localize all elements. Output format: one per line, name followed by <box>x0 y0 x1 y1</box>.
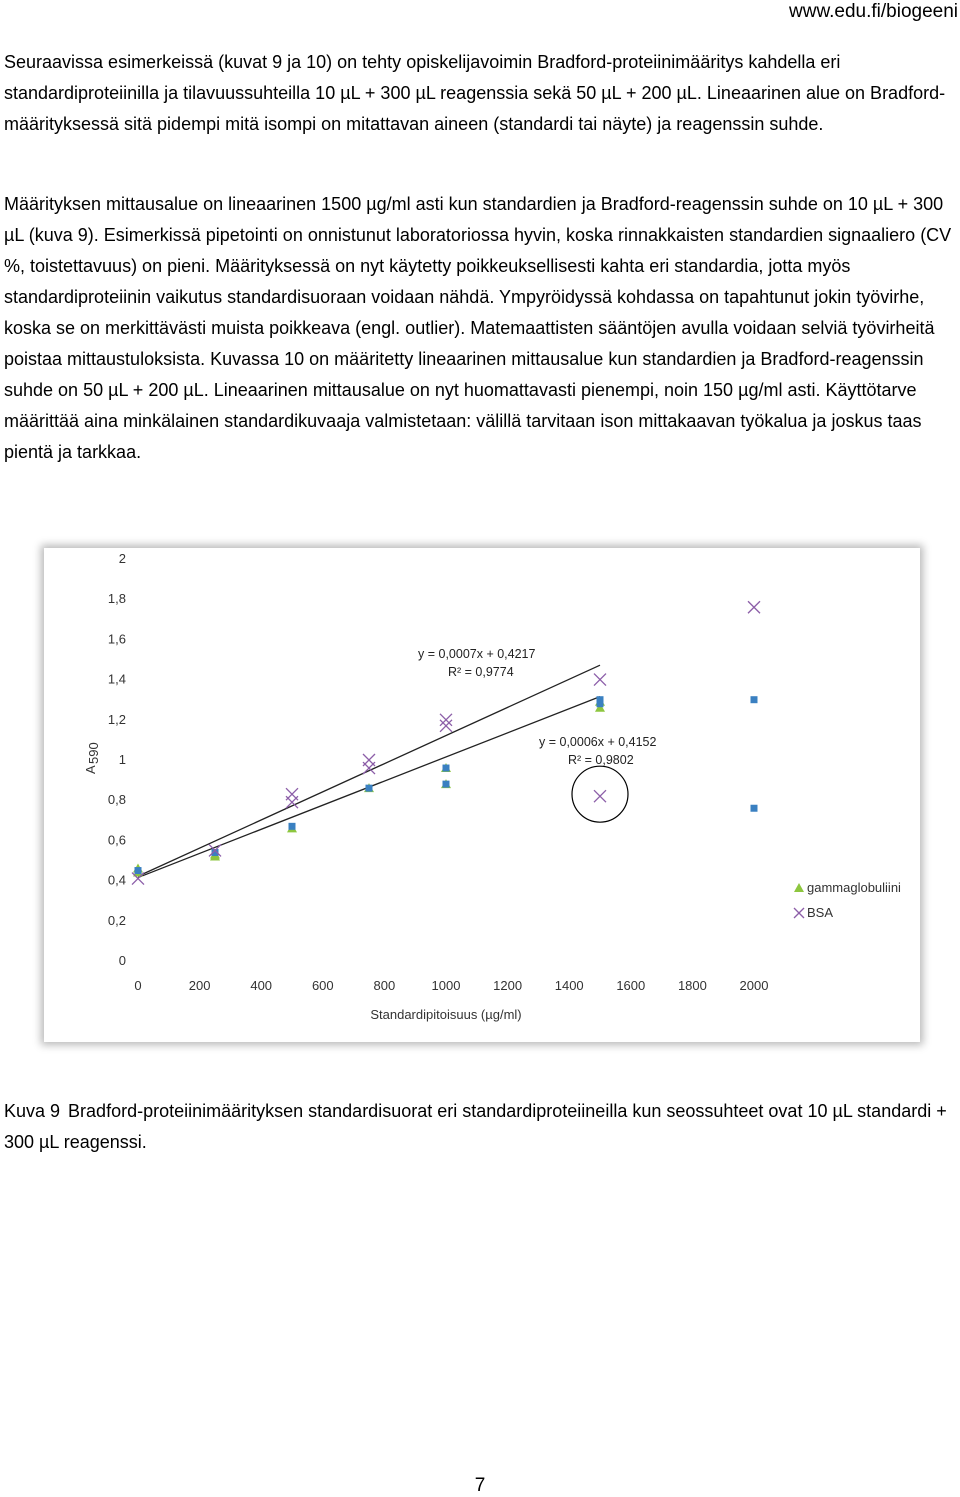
x-tick-label: 200 <box>188 978 211 993</box>
square-point <box>751 805 758 812</box>
data-points <box>132 601 760 884</box>
bsa-point <box>594 790 606 802</box>
bsa-point <box>594 674 606 686</box>
caption-label: Kuva 9 <box>4 1101 61 1121</box>
y-tick-label: 1,8 <box>107 591 126 607</box>
y-tick-label: 2 <box>118 551 126 566</box>
trendlines <box>138 665 600 877</box>
square-point <box>135 867 142 874</box>
y-tick-label: 0,2 <box>107 912 126 928</box>
y-tick-label: 0,6 <box>107 832 126 848</box>
square-point <box>289 823 296 830</box>
bsa-point <box>440 720 452 732</box>
x-tick-label: 1400 <box>554 978 584 993</box>
y-tick-label: 1 <box>118 752 126 767</box>
trendline-equation-1: y = 0,0007x + 0,4217 <box>418 647 536 661</box>
header-url: www.edu.fi/biogeeni <box>789 1 958 22</box>
x-tick-label: 600 <box>311 978 334 993</box>
y-axis-title-subscript: 590 <box>86 742 101 764</box>
y-tick-label: 1,2 <box>107 711 126 727</box>
legend-marker-bsa <box>794 908 804 918</box>
bsa-point <box>748 601 760 613</box>
annotations <box>418 647 657 822</box>
legend-label-gammaglobuliini: gammaglobuliini <box>807 880 901 895</box>
square-point <box>597 696 604 703</box>
x-tick-label: 400 <box>250 978 273 993</box>
standard-curve-chart <box>44 548 920 1042</box>
y-axis-title <box>83 742 101 774</box>
x-axis-title: Standardipitoisuus (µg/ml) <box>370 1007 522 1022</box>
caption-text: Bradford-proteiinimäärityksen standardisuorat eri standardiproteiineilla kun seossuhteet ovat 10 µL standardi + 300 µL reagenssi. <box>4 1101 947 1152</box>
paragraph-measurement-range: Määrityksen mittausalue on lineaarinen 1500 µg/ml asti kun standardien ja Bradford-reagenssin suhde on 10 µL + 300 µL (kuva 9). Esimerkissä pipetointi on onnistunut laboratoriossa hyvin, koska rinnakkaisten standardien signaaliero (CV %, toistettavuus) on pieni. Määrityksessä on nyt käytetty poikkeuksellisesti kahta eri standardia, jotta myös standardiproteiinin vaikutus standardisuoraan voidaan nähdä. Ympyröidyssä kohdassa on tapahtunut jokin työvirhe, koska se on merkittävästi muista poikkeava (engl. outlier). Matemaattisten sääntöjen avulla voidaan selviä työvirheitä poistaa mittaustuloksista. Kuvassa 10 on määritetty lineaarinen mittausalue kun standardien ja Bradford-reagenssin suhde on 50 µL + 200 µL. Lineaarinen mittausalue on nyt huomattavasti pienempi, noin 150 µg/ml asti. Käyttötarve määrittää aina minkälainen standardikuvaaja valmistetaan: välillä tarvitaan ison mittakaavan työkalua ja joskus taas pientä ja tarkkaa. <box>4 194 952 462</box>
trendline-r2-2: R² = 0,9802 <box>568 753 634 767</box>
x-tick-label: 1200 <box>493 978 523 993</box>
chart-svg <box>44 548 920 1042</box>
chart-legend <box>794 880 901 920</box>
paragraph-intro: Seuraavissa esimerkeissä (kuvat 9 ja 10) on tehty opiskelijavoimin Bradford-proteiinimääritys kahdella eri standardiproteiinilla ja tilavuussuhteilla 10 µL + 300 µL reagenssia sekä 50 µL + 200 µL. Lineaarinen alue on Bradford-määrityksessä sitä pidempi mitä isompi on mitattavan aineen (standardi tai näyte) ja reagenssin suhde. <box>4 52 946 134</box>
outlier-circle <box>572 766 628 822</box>
square-point <box>443 765 450 772</box>
y-axis-ticks <box>108 551 126 968</box>
x-tick-label: 0 <box>134 978 142 993</box>
y-tick-label: 1,6 <box>107 631 126 647</box>
figure-caption <box>4 1096 956 1158</box>
x-tick-label: 1800 <box>677 978 707 993</box>
bsa-point <box>286 788 298 800</box>
y-tick-label: 0 <box>118 953 126 968</box>
x-tick-label: 800 <box>373 978 396 993</box>
bsa-point <box>363 754 375 766</box>
x-tick-label: 1000 <box>431 978 461 993</box>
y-tick-label: 0,4 <box>107 872 126 888</box>
x-tick-label: 1600 <box>616 978 646 993</box>
square-point <box>443 781 450 788</box>
trendline-1 <box>138 665 600 876</box>
trendline-r2-1: R² = 0,9774 <box>448 665 514 679</box>
page-number: 7 <box>474 1475 486 1496</box>
square-point <box>366 785 373 792</box>
x-axis-ticks <box>134 978 768 993</box>
y-tick-label: 1,4 <box>107 671 126 687</box>
trendline-equation-2: y = 0,0006x + 0,4152 <box>539 735 657 749</box>
square-point <box>751 696 758 703</box>
legend-label-bsa: BSA <box>807 905 834 920</box>
x-tick-label: 2000 <box>739 978 769 993</box>
bsa-point <box>440 714 452 726</box>
legend-marker-gammaglobuliini <box>794 883 804 892</box>
y-tick-label: 0,8 <box>107 792 126 808</box>
y-axis-title-main: A <box>83 765 98 774</box>
